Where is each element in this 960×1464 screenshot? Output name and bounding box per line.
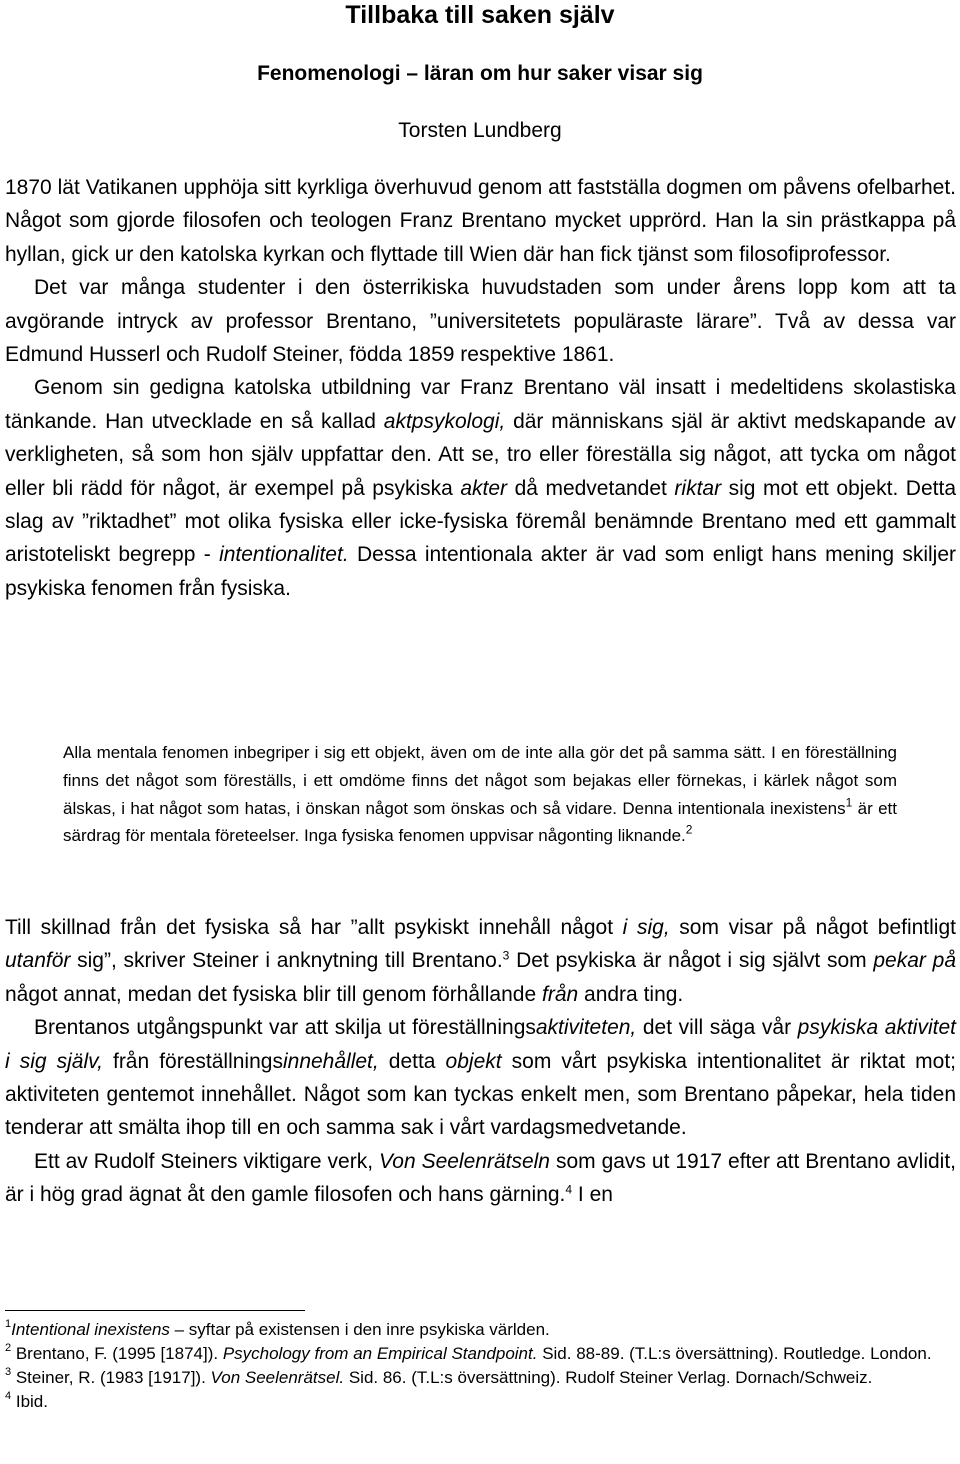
paragraph-3: Genom sin gedigna katolska utbildning var Franz Brentano väl insatt i medeltidens skolastiska tänkande. Han utvecklade en så kallad aktpsykologi, där människans själ är aktivt medskapande av verkligheten, så som hon själv uppfattar den. Att se, tro eller föreställa sig något, att tycka om något eller bli rädd för något, är exempel på psykiska akter då medvetandet riktar sig mot ett objekt. Detta slag av ”riktadhet” mot olika fysiska eller icke-fysiska föremål benämnde Brentano med ett gammalt aristoteliskt begrepp - intentionalitet. Dessa intentionala akter är vad som enligt hans mening skiljer psykiska fenomen från fysiska. [5, 376, 957, 600]
paragraph-2: Det var många studenter i den österrikiska huvudstaden som under årens lopp kom att ta avgörande intryck av professor Brentano, ”universitetets populäraste lärare”. Två av dessa var Edmund Husserl och Rudolf Steiner, födda 1859 respektive 1861. [5, 276, 956, 367]
body-section-2 [5, 911, 956, 1212]
footnote-4: $^4$ Ibid. [5, 1389, 48, 1411]
author-name: Torsten Lundberg [398, 119, 562, 142]
footnote-3: $^3$ Steiner, R. (1983 [1917]). Von Seelenrätsel. Sid. 86. (T.L:s översättning). Rudolf Steiner Verlag. Dornach/Schweiz. [5, 1365, 873, 1387]
paragraph-6: Ett av Rudolf Steiners viktigare verk, Von Seelenrätseln som gavs ut 1917 efter att Brentano avlidit, är i hög grad ägnat åt den gamle filosofen och hans gärning.$^4$ I en [5, 1149, 957, 1207]
footnote-ref-4[interactable]: 4 [565, 1182, 573, 1197]
paragraph-4: Till skillnad från det fysiska så har ”allt psykiskt innehåll något i sig, som visar på något befintligt utanför sig”, skriver Steiner i anknytning till Brentano.$^3$ Det psykiska är något i sig självt som pekar på något annat, medan det fysiska blir till genom förhållande från andra ting. [5, 916, 956, 1006]
footnote-ref-2[interactable]: 2 [685, 822, 693, 837]
footnote-ref-1[interactable]: 1 [845, 795, 853, 810]
block-quote: Alla mentala fenomen inbegriper i sig ett objekt, även om de inte alla gör det på samma sätt. I en föreställning finns det något som föreställs, i ett omdöme finns det något som bejakas eller förnekas, i kärlek något som älskas, i hat något som hatas, i önskan något som önskas och så vidare. Denna intentionala inexistens$^1$ är ett särdrag för mentala företeelser. Inga fysiska fenomen uppvisar någonting liknande.$^2$ [63, 743, 897, 846]
footnotes [5, 1318, 956, 1414]
paragraph-5: Brentanos utgångspunkt var att skilja ut föreställningsaktiviteten, det vill säga vår psykiska aktivitet i sig själv, från föreställningsinnehållet, detta objekt som vårt psykiska intentionalitet är riktat mot; aktiviteten gentemot innehållet. Något som kan tyckas enkelt men, som Brentano påpekar, hela tiden tenderar att smälta ihop till en och samma sak i vårt vardagsmedvetande. [5, 1016, 956, 1140]
paragraph-1: 1870 lät Vatikanen upphöja sitt kyrkliga överhuvud genom att fastställa dogmen om påvens ofelbarhet. Något som gjorde filosofen och teologen Franz Brentano mycket upprörd. Han la sin prästkappa på hyllan, gick ur den katolska kyrkan och flyttade till Wien där han fick tjänst som filosofiprofessor. [5, 176, 956, 266]
footnote-1: $^1$Intentional inexistens – syftar på existensen i den inre psykiska världen. [5, 1317, 550, 1339]
body-section-1 [5, 171, 956, 605]
document-subtitle: Fenomenologi – läran om hur saker visar sig [257, 62, 703, 85]
document-title: Tillbaka till saken själv [345, 1, 615, 29]
footnote-divider [5, 1310, 305, 1311]
footnote-ref-3[interactable]: 3 [502, 948, 510, 963]
footnote-2: $^2$ Brentano, F. (1995 [1874]). Psychology from an Empirical Standpoint. Sid. 88-89. (T.L:s översättning). Routledge. London. [5, 1341, 932, 1363]
